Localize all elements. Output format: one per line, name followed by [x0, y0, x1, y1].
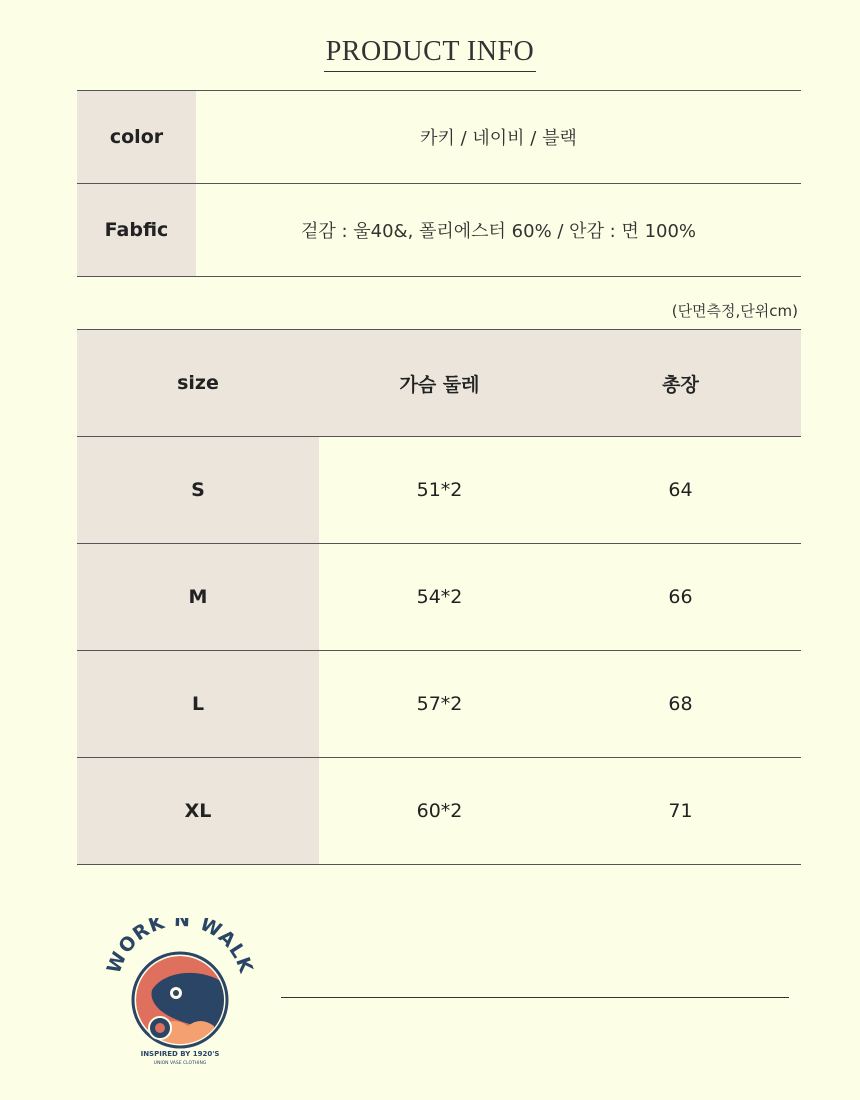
chest-value: 51*2: [416, 479, 463, 501]
logo-brand-text: WORK N WALK: [104, 918, 256, 977]
size-label: XL: [77, 758, 319, 864]
size-table-header: [77, 330, 801, 437]
chest-value: 54*2: [416, 586, 463, 608]
page-title: PRODUCT INFO: [324, 36, 537, 72]
header-size: size: [177, 372, 219, 394]
chest-value: 57*2: [416, 693, 463, 715]
brand-logo-graphic: [104, 918, 256, 1070]
brand-logo: [104, 918, 256, 1070]
table-row: [77, 758, 801, 865]
logo-tagline: INSPIRED BY 1920'S: [140, 1050, 220, 1058]
size-label: M: [77, 544, 319, 650]
table-row: [77, 651, 801, 758]
size-label: L: [77, 651, 319, 757]
size-label: S: [77, 437, 319, 543]
unit-note: (단면측정,단위cm): [671, 302, 798, 320]
table-row: [77, 544, 801, 651]
length-value: 64: [668, 479, 693, 501]
info-row-color: [77, 91, 801, 184]
length-value: 71: [668, 800, 693, 822]
product-info-table: [77, 90, 801, 277]
title-wrap: [0, 36, 860, 72]
table-row: [77, 437, 801, 544]
header-length: 총장: [662, 373, 699, 396]
info-label-color: color: [77, 91, 196, 183]
chest-value: 60*2: [416, 800, 463, 822]
info-value-color: 카키 / 네이비 / 블랙: [420, 128, 577, 149]
logo-subtagline: UNION VASE CLOTHING: [153, 1061, 207, 1066]
info-row-fabric: [77, 184, 801, 277]
length-value: 66: [668, 586, 693, 608]
info-label-fabric: Fabfic: [77, 184, 196, 276]
header-chest: 가슴 둘레: [399, 373, 480, 396]
divider-line: [281, 997, 789, 998]
size-table: [77, 329, 801, 865]
length-value: 68: [668, 693, 693, 715]
info-value-fabric: 겉감 : 울40&, 폴리에스터 60% / 안감 : 면 100%: [300, 221, 697, 242]
